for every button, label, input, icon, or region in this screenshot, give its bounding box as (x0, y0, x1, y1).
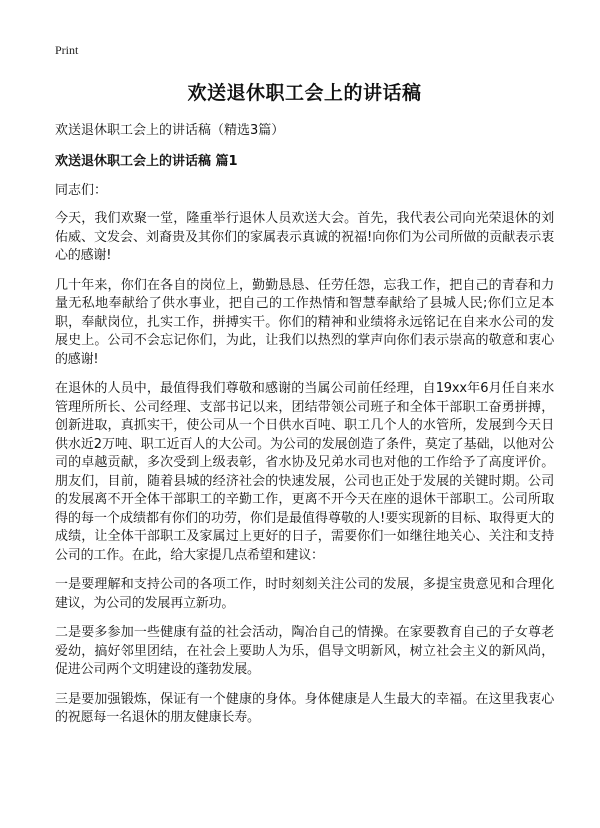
document-title: 欢送退休职工会上的讲话稿 (187, 82, 422, 104)
document-subtitle: 欢送退休职工会上的讲话稿（精选3篇） (55, 123, 285, 138)
paragraph-manager: 在退休的人员中，最值得我们尊敬和感谢的当属公司前任经理，自19xx年6月任自来水管理所所长、公司经理、支部书记以来，团结带领公司班子和全体干部职工奋勇拼搏，创新进取，真抓实干，使公司从一个日供水百吨、职工几个人的水管所，发展到今天日供水近2万吨、职工近百人的大公司。为公司的发展创造了条件，莫定了基础，以他对公司的卓越贡献，多次受到上级表彰，省水协及兄弟水司也对他的工作给予了高度评价。朋友们，目前，随着县城的经济社会的快速发展，公司也正处于发展的关键时期。公司的发展离不开全体干部职工的辛勤工作，更离不开今天在座的退休干部职工。公司所取得的每一个成绩都有你们的功劳，你们是最值得尊敬的人!要实现新的目标、取得更大的成绩，让全体干部职工及家属过上更好的日子，需要你们一如继往地关心、关注和支持公司的工作。在此，给大家提几点希望和建议： (55, 381, 554, 563)
print-link[interactable]: Print (55, 43, 79, 57)
paragraph-suggestion-3: 三是要加强锻炼，保证有一个健康的身体。身体健康是人生最大的幸福。在这里我衷心的祝愿每一名退休的朋友健康长寿。 (55, 691, 554, 725)
paragraph-suggestion-2: 二是要多参加一些健康有益的社会活动，陶冶自己的情操。在家要教育自己的子女尊老爱幼，搞好邻里团结，在社会上要助人为乐，倡导文明新风，树立社会主义的新风尚，促进公司两个文明建设的蓬勃发展。 (55, 625, 554, 677)
paragraph-opening: 今天，我们欢聚一堂，隆重举行退休人员欢送大会。首先，我代表公司向光荣退休的刘佑威、文发会、刘裔贵及其你们的家属表示真诚的祝福!向你们为公司所做的贡献表示衷心的感谢! (55, 211, 554, 263)
section-heading: 欢送退休职工会上的讲话稿 篇1 (55, 154, 238, 169)
paragraph-suggestion-1: 一是要理解和支持公司的各项工作，时时刻刻关注公司的发展，多提宝贵意见和合理化建议，为公司的发展再立新功。 (55, 577, 554, 611)
paragraph-tribute: 几十年来，你们在各自的岗位上，勤勤恳恳、任劳任怨，忘我工作，把自己的青春和力量无私地奉献给了供水事业，把自己的工作热情和智慧奉献给了县城人民;你们立足本职，奉献岗位，扎实工作，拼搏实干。你们的精神和业绩将永远铭记在自来水公司的发展史上。公司不会忘记你们，为此，让我们以热烈的掌声向你们表示崇高的敬意和衷心的感谢! (55, 277, 554, 367)
greeting: 同志们： (55, 183, 108, 198)
